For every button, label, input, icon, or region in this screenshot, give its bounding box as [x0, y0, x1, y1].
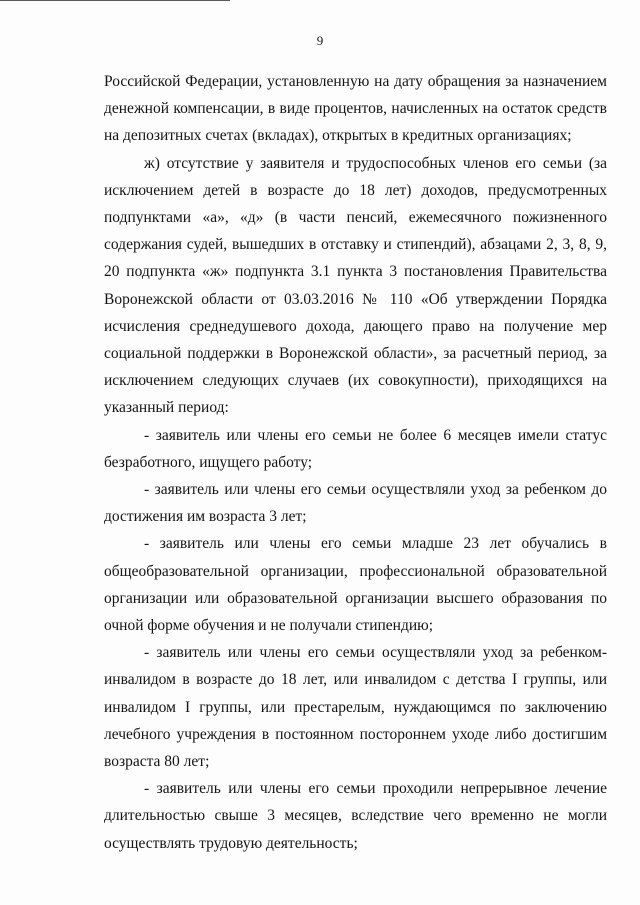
- document-body: [104, 68, 607, 857]
- page-number: 9: [316, 33, 324, 48]
- paragraph-case-treatment: - заявитель или члены его семьи проходили непрерывное лечение длительностью свыше 3 месяцев, вследствие чего временно не могли осуществлять трудовую деятельность;: [104, 780, 607, 852]
- paragraph-case-unemployed: - заявитель или члены его семьи не более 6 месяцев имели статус безработного, ищущего работу;: [104, 426, 607, 471]
- paragraph-case-disabled-care: - заявитель или члены его семьи осуществляли уход за ребенком-инвалидом в возрасте до 18 лет, или инвалидом с детства I группы, или инвалидом I группы, или престарелым, нуждающимся по заключению лечебного учреждения в постоянном постороннем уходе либо достигшим возраста 80 лет;: [104, 644, 607, 771]
- scan-edge: [0, 0, 230, 1]
- paragraph-item-zh: ж) отсутствие у заявителя и трудоспособных членов его семьи (за исключением детей в возрасте до 18 лет) доходов, предусмотренных подпунктами «а», «д» (в части пенсий, ежемесячного пожизненного содержания судей, вышедших в отставку и стипендий), абзацами 2, 3, 8, 9, 20 подпункта «ж» подпункта 3.1 пункта 3 постановления Правительства Воронежской области от 03.03.2016 № 110 «Об утверждении Порядка исчисления среднедушевого дохода, дающего право на получение мер социальной поддержки в Воронежской области», за расчетный период, за исключением следующих случаев (их совокупности), приходящихся на указанный период:: [104, 154, 607, 417]
- paragraph-case-students: - заявитель или члены его семьи младше 23 лет обучались в общеобразовательной организации, профессиональной образовательной организации или образовательной организации высшего образования по очной форме обучения и не получали стипендию;: [104, 535, 607, 635]
- paragraph-continuation: Российской Федерации, установленную на дату обращения за назначением денежной компенсации, в виде процентов, начисленных на остаток средств на депозитных счетах (вкладах), открытых в кредитных организациях;: [104, 73, 607, 145]
- paragraph-case-childcare: - заявитель или члены его семьи осуществляли уход за ребенком до достижения им возраста 3 лет;: [104, 481, 607, 526]
